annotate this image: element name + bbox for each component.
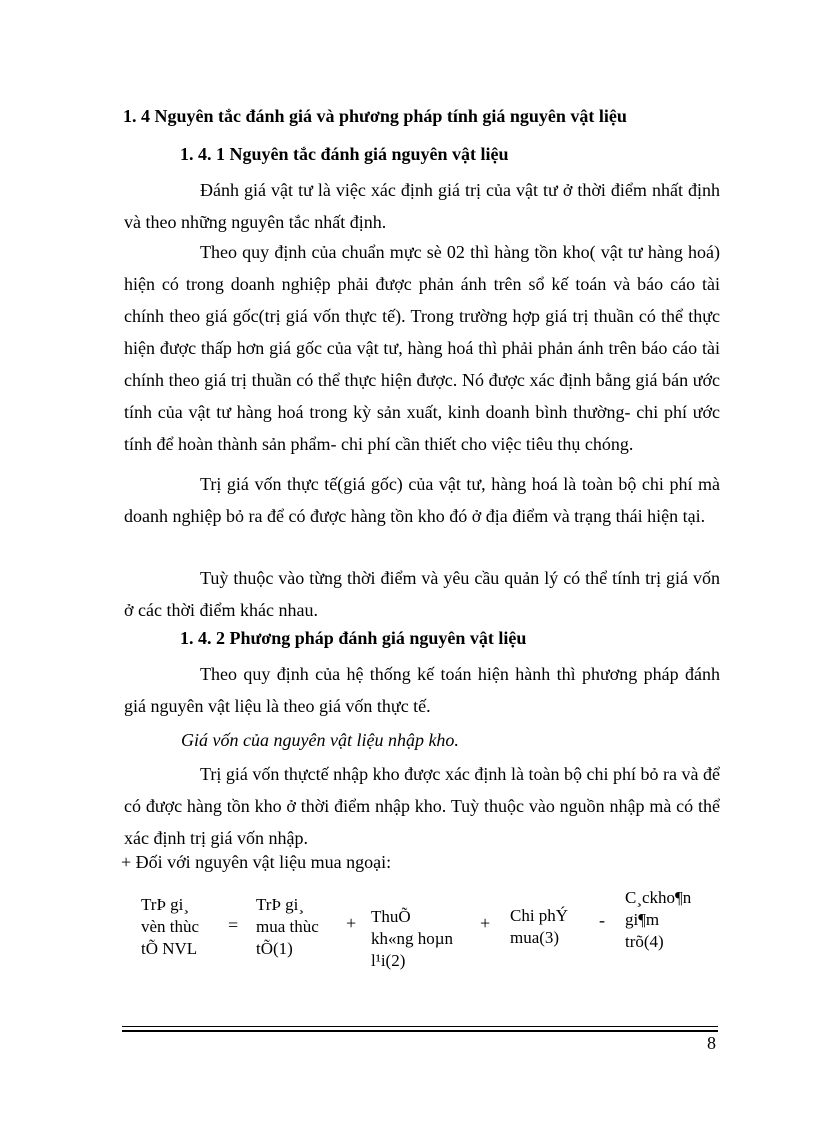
section-heading-1-4-1: 1. 4. 1 Nguyên tắc đánh giá nguyên vật liệu: [180, 144, 509, 164]
formula-plus-2: +: [480, 913, 491, 933]
section-heading-1-4-2: 1. 4. 2 Phương pháp đánh giá nguyên vật liệu: [180, 628, 527, 648]
formula-term-5: C¸ckho¶n gi¶m trõ(4): [625, 888, 692, 951]
formula-term-2: TrÞ gi¸ mua thùc tÕ(1): [256, 895, 319, 958]
bullet-purchase: + Đối với nguyên vật liệu mua ngoại:: [121, 852, 392, 872]
paragraph-6-text: Trị giá vốn thựctế nhập kho được xác định là toàn bộ chi phí bỏ ra và để có được hàng tồn kho ở thời điểm nhập kho. Tuỳ thuộc vào nguồn nhập mà có thể xác định trị giá vốn nhập.: [124, 764, 720, 848]
paragraph-2: [124, 236, 720, 460]
paragraph-1-text: Đánh giá vật tư là việc xác định giá trị của vật tư ở thời điểm nhất định và theo những nguyên tắc nhất định.: [124, 180, 720, 232]
formula-minus: -: [599, 910, 605, 930]
footer-rule-bottom: [122, 1030, 718, 1032]
formula-term-3: ThuÕ kh«ng hoµn l¹i(2): [371, 907, 454, 970]
formula-equals: =: [228, 915, 239, 935]
paragraph-6: [124, 758, 720, 854]
paragraph-4-text: Tuỳ thuộc vào từng thời điểm và yêu cầu quản lý có thể tính trị giá vốn ở các thời điểm khác nhau.: [124, 568, 720, 620]
formula-plus-1: +: [346, 913, 357, 933]
paragraph-4: [124, 562, 720, 626]
section-heading-1-4: 1. 4 Nguyên tắc đánh giá và phương pháp tính giá nguyên vật liệu: [123, 106, 627, 126]
formula-term-1: TrÞ gi¸ vèn thùc tÕ NVL: [141, 895, 200, 958]
paragraph-5-text: Theo quy định của hệ thống kế toán hiện hành thì phương pháp đánh giá nguyên vật liệu là theo giá vốn thực tế.: [124, 664, 720, 716]
formula-term-4: Chi phÝ mua(3): [510, 906, 569, 947]
paragraph-5: [124, 658, 720, 722]
paragraph-3: [124, 468, 720, 532]
footer-rule-top: [122, 1026, 718, 1027]
paragraph-2-text: Theo quy định của chuẩn mực sè 02 thì hàng tồn kho( vật tư hàng hoá) hiện có trong doanh nghiệp phải được phản ánh trên sổ kế toán và báo cáo tài chính theo giá gốc(trị giá vốn thực tế). Trong trường hợp giá trị thuần có thể thực hiện được thấp hơn giá gốc của vật tư, hàng hoá thì phải phản ánh trên báo cáo tài chính theo giá trị thuần có thể thực hiện được. Nó được xác định bằng giá bán ước tính của vật tư hàng hoá trong kỳ sản xuất, kinh doanh bình thường- chi phí ước tính để hoàn thành sản phẩm- chi phí cần thiết cho việc tiêu thụ chóng.: [124, 242, 720, 454]
italic-subheading: Giá vốn của nguyên vật liệu nhập kho.: [181, 730, 459, 750]
page-number: 8: [707, 1033, 716, 1053]
paragraph-3-text: Trị giá vốn thực tế(giá gốc) của vật tư, hàng hoá là toàn bộ chi phí mà doanh nghiệp bỏ ra để có được hàng tồn kho đó ở địa điểm và trạng thái hiện tại.: [124, 474, 720, 526]
paragraph-1: [124, 174, 720, 238]
